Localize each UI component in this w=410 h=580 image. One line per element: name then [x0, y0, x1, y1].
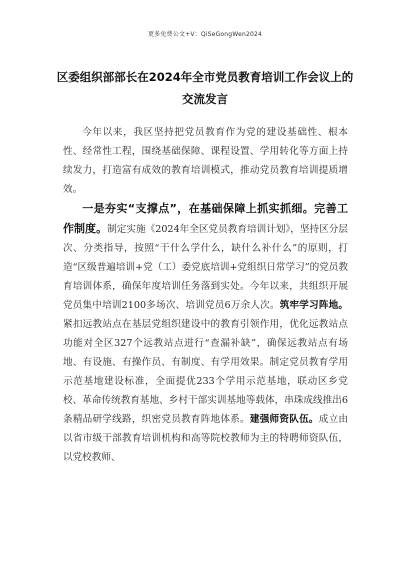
document-title-line1: 区委组织部部长在2024年全市党员教育培训工作会议上的 [56, 70, 354, 84]
section-text-1: 制定实施《2024年全区党员教育培训计划》，坚持区分层次、分类指导，按照“干什么学什么，缺什么补什么”的原则，打造“区级普遍培训+党（工）委党底培训+党组织日常学习”的党员教育培训体系，确保年度培训任务落到实处。今年以来，共组织开展党员集中培训2100多场次、培训党员6万余人次。 [63, 224, 348, 311]
subheading-study-base: 筑牢学习阵地。 [279, 300, 348, 311]
document-title-line2: 交流发言 [182, 92, 228, 106]
subheading-teacher-team: 建强师资队伍。 [249, 414, 319, 425]
intro-text: 今年以来，我区坚持把党员教育作为党的建设基础性、根本性、经常性工程，围绕基础保障、课程设置、学用转化等方面上持续发力，打造富有成效的教育培训模式，推动党员教育培训提质增效。 [63, 127, 348, 195]
section-paragraph-1 [63, 199, 348, 467]
section-heading: 一是夯实“支撑点”，在基础保障上抓实抓细。完善工作制度。 [63, 202, 348, 235]
document-body [63, 123, 348, 467]
header-note: 更多免费公文+V：QiSeGongWen2024 [147, 31, 263, 38]
section-text-2: 紧扣远教站点在基层党组织建设中的教育引领作用，优化远教站点功能对全区327个远教站点进行“查漏补缺”，确保远教站点有场地、有设施、有操作员、有制度、有学用效果。制定党员教育学用示范基地建设标准，全面提优233个学用示范基地，联动区乡党校、革命传统教育基地、乡村干部实训基地等载体，串珠成线推出6条精品研学线路，织密党员教育阵地体系。 [63, 319, 348, 425]
intro-paragraph [63, 123, 348, 199]
section-text-3: 成立由以省市级干部教育培训机构和高等院校教师为主的特聘师资队伍，以党校教师、 [63, 414, 349, 463]
